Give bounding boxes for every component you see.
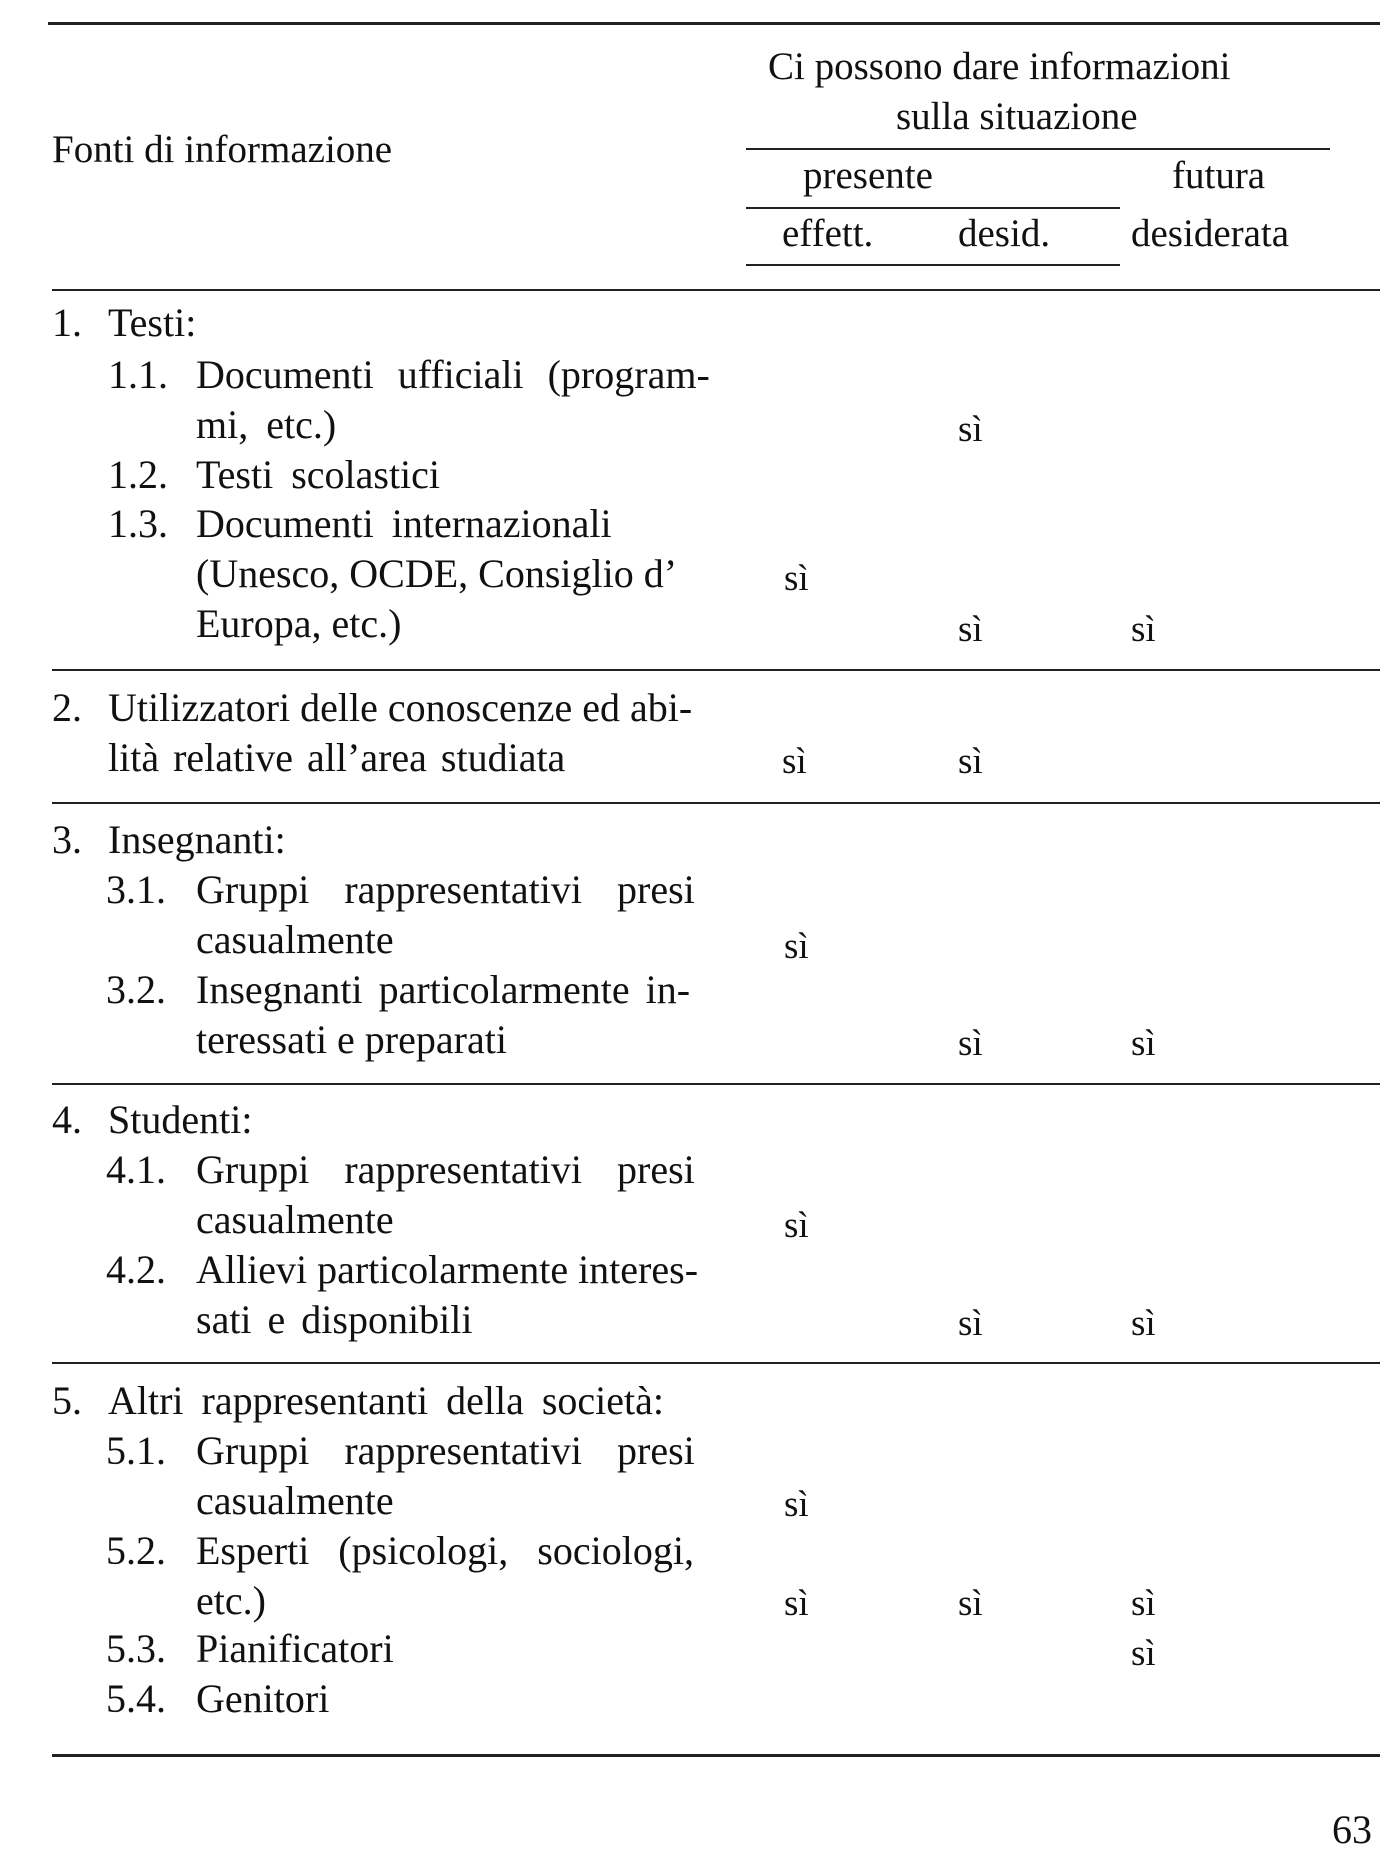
item-1-3-line-2: (Unesco, OCDE, Consiglio d’ — [196, 551, 678, 596]
mark-1-1-desired: sì — [958, 409, 983, 450]
item-5-2-line-1: Esperti (psicologi, sociologi, — [196, 1528, 694, 1573]
item-3-1-num: 3.1. — [106, 867, 166, 912]
header-future-desired: desiderata — [1131, 212, 1290, 255]
mark-5-1-effective: sì — [784, 1484, 809, 1525]
present-rule — [746, 207, 1120, 209]
item-4-1-line-2: casualmente — [196, 1197, 394, 1242]
item-4-2-num: 4.2. — [106, 1247, 166, 1292]
item-5-2-num: 5.2. — [106, 1528, 166, 1573]
section-1-title: Testi: — [108, 300, 197, 345]
mark-2-effective: sì — [782, 741, 807, 782]
item-1-1-line-2: mi, etc.) — [196, 402, 337, 447]
section-divider-2 — [52, 802, 1380, 804]
mark-3-1-effective: sì — [784, 926, 809, 967]
section-divider-3 — [52, 1083, 1380, 1085]
header-present: presente — [803, 154, 933, 197]
item-5-1-line-1: Gruppi rappresentativi presi — [196, 1428, 695, 1473]
mark-3-2-future: sì — [1131, 1023, 1156, 1064]
section-1-label: 1. — [52, 300, 82, 345]
mark-5-2-future: sì — [1131, 1583, 1156, 1624]
mark-4-1-effective: sì — [784, 1205, 809, 1246]
header-effective: effett. — [782, 212, 874, 255]
section-3-label: 3. — [52, 817, 82, 862]
item-5-1-num: 5.1. — [106, 1428, 166, 1473]
item-5-3-line-1: Pianificatori — [196, 1626, 394, 1671]
item-1-3-line-1: Documenti internazionali — [196, 501, 612, 546]
item-1-2-num: 1.2. — [108, 452, 168, 497]
mark-5-3-future: sì — [1131, 1633, 1156, 1674]
item-5-1-line-2: casualmente — [196, 1478, 394, 1523]
mark-3-2-desired: sì — [958, 1023, 983, 1064]
header-group-title-1: Ci possono dare informazioni — [768, 45, 1231, 88]
mark-2-desired: sì — [958, 741, 983, 782]
section-divider-4 — [52, 1362, 1380, 1364]
section-4-title: Studenti: — [108, 1097, 253, 1142]
section-2-label: 2. — [52, 685, 82, 730]
section-5-title: Altri rappresentanti della società: — [108, 1378, 665, 1423]
item-5-4-num: 5.4. — [106, 1676, 166, 1721]
header-future: futura — [1172, 154, 1266, 197]
item-3-2-num: 3.2. — [106, 967, 166, 1012]
item-3-2-line-2: teressati e preparati — [196, 1017, 507, 1062]
section-2-title: Utilizzatori delle conoscenze ed abi- — [108, 685, 693, 730]
header-bottom-rule — [52, 289, 1380, 291]
mark-1-3-effective: sì — [784, 558, 809, 599]
mark-5-2-effective: sì — [784, 1583, 809, 1624]
group-title-rule — [746, 148, 1330, 150]
item-4-2-line-1: Allievi particolarmente interes- — [196, 1247, 699, 1292]
mark-5-2-desired: sì — [958, 1583, 983, 1624]
bottom-rule — [52, 1754, 1380, 1757]
item-1-1-line-1: Documenti ufficiali (program- — [196, 352, 710, 397]
page-number: 63 — [1332, 1807, 1372, 1852]
item-4-1-num: 4.1. — [106, 1147, 166, 1192]
item-4-1-line-1: Gruppi rappresentativi presi — [196, 1147, 695, 1192]
item-1-3-num: 1.3. — [108, 501, 168, 546]
mark-1-3-future: sì — [1131, 609, 1156, 650]
item-1-3-line-3: Europa, etc.) — [196, 601, 402, 646]
mark-4-2-future: sì — [1131, 1303, 1156, 1344]
section-divider-1 — [52, 669, 1380, 671]
subheader-rule — [746, 264, 1120, 266]
item-5-4-line-1: Genitori — [196, 1676, 330, 1721]
item-5-2-line-2: etc.) — [196, 1578, 266, 1623]
item-1-2-line-1: Testi scolastici — [196, 452, 441, 497]
item-3-2-line-1: Insegnanti particolarmente in- — [196, 967, 691, 1012]
item-3-1-line-1: Gruppi rappresentativi presi — [196, 867, 695, 912]
item-1-1-num: 1.1. — [108, 352, 168, 397]
item-4-2-line-2: sati e disponibili — [196, 1297, 473, 1342]
section-5-label: 5. — [52, 1378, 82, 1423]
header-sources: Fonti di informazione — [52, 128, 393, 171]
header-group-title-2: sulla situazione — [896, 95, 1138, 138]
section-4-label: 4. — [52, 1097, 82, 1142]
section-2-title-line-2: lità relative all’area studiata — [108, 735, 566, 780]
item-5-3-num: 5.3. — [106, 1626, 166, 1671]
top-rule — [48, 22, 1380, 25]
header-desired: desid. — [958, 212, 1051, 255]
section-3-title: Insegnanti: — [108, 817, 286, 862]
item-3-1-line-2: casualmente — [196, 917, 394, 962]
mark-4-2-desired: sì — [958, 1303, 983, 1344]
mark-1-3-desired: sì — [958, 609, 983, 650]
